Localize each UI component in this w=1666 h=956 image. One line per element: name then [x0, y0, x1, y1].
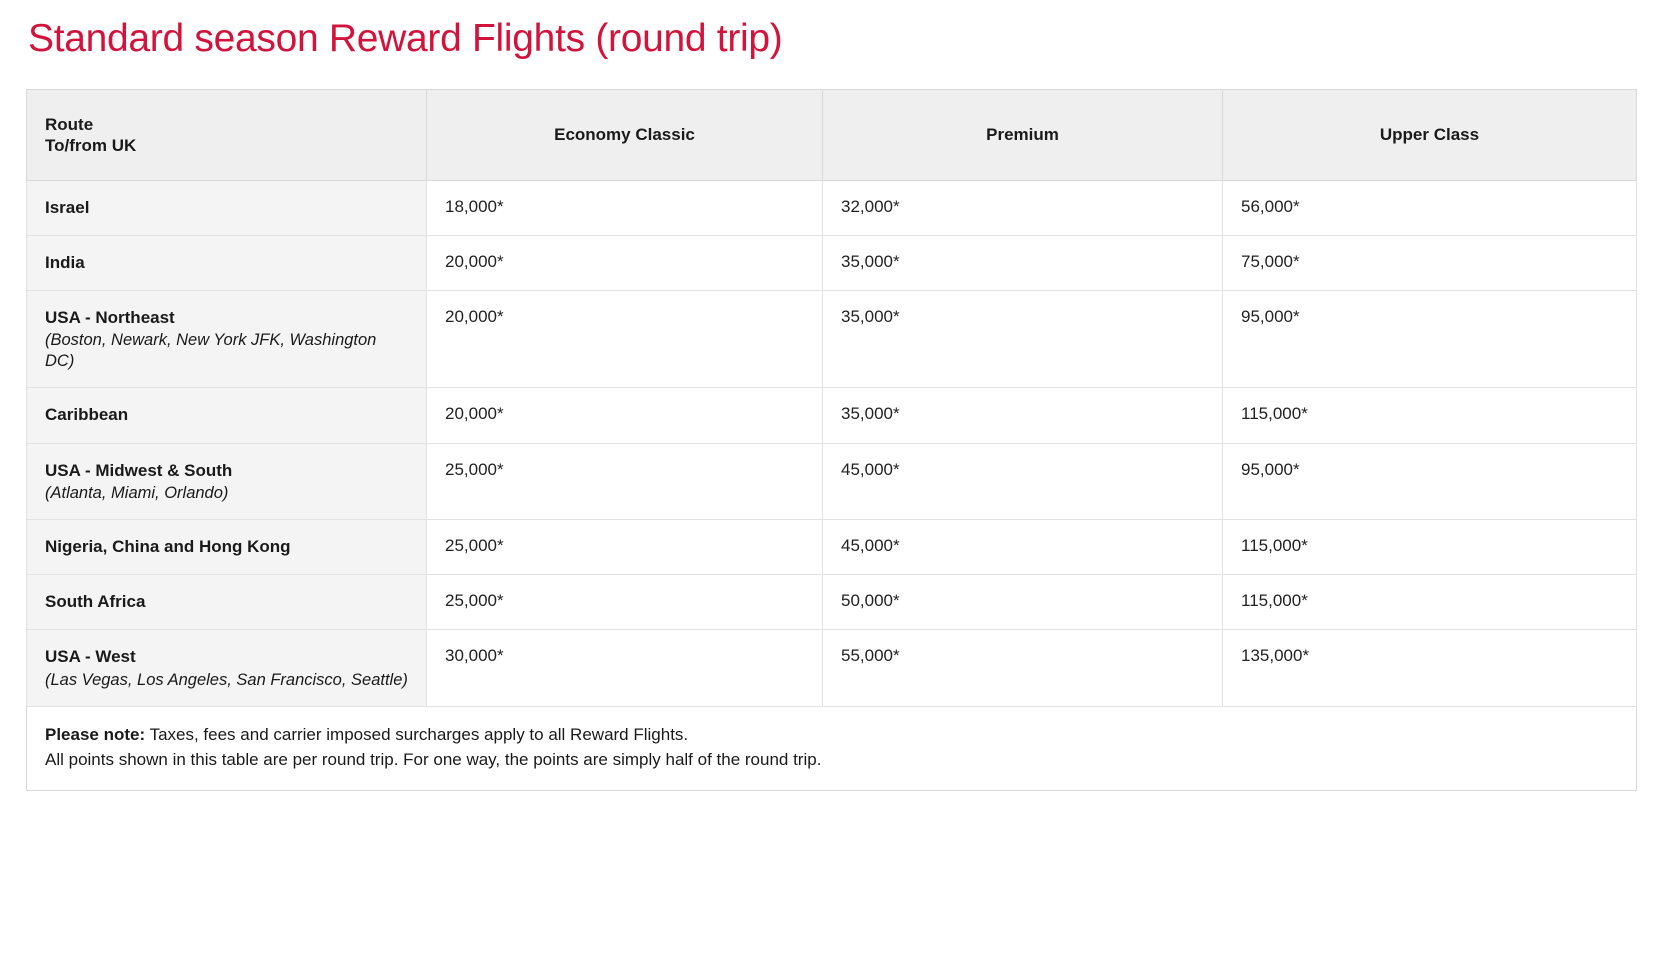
economy-value: 25,000* — [427, 443, 823, 520]
upper-class-value: 95,000* — [1223, 291, 1637, 388]
column-header-route-line1: Route — [45, 114, 94, 134]
upper-class-value: 56,000* — [1223, 180, 1637, 235]
route-label: India — [45, 252, 85, 272]
economy-value: 18,000* — [427, 180, 823, 235]
route-name — [27, 291, 427, 388]
route-name — [27, 520, 427, 575]
economy-value: 20,000* — [427, 235, 823, 290]
route-detail: (Las Vegas, Los Angeles, San Francisco, Seattle) — [45, 670, 408, 689]
economy-value: 20,000* — [427, 388, 823, 443]
table-body — [27, 180, 1637, 791]
table-row — [27, 235, 1637, 290]
column-header-upper-class: Upper Class — [1223, 89, 1637, 180]
table-row — [27, 388, 1637, 443]
premium-value: 35,000* — [823, 291, 1223, 388]
economy-value: 25,000* — [427, 575, 823, 630]
upper-class-value: 95,000* — [1223, 443, 1637, 520]
route-label: South Africa — [45, 592, 146, 612]
table-row — [27, 180, 1637, 235]
premium-value: 35,000* — [823, 388, 1223, 443]
upper-class-value: 115,000* — [1223, 520, 1637, 575]
column-header-premium: Premium — [823, 89, 1223, 180]
route-name — [27, 180, 427, 235]
route-name — [27, 630, 427, 707]
page-title: Standard season Reward Flights (round trip) — [28, 17, 783, 60]
route-label: Nigeria, China and Hong Kong — [45, 537, 291, 557]
upper-class-value: 75,000* — [1223, 235, 1637, 290]
premium-value: 32,000* — [823, 180, 1223, 235]
upper-class-value: 115,000* — [1223, 575, 1637, 630]
route-label: USA - Northeast — [45, 308, 175, 328]
premium-value: 35,000* — [823, 235, 1223, 290]
note-label: Please note: — [45, 725, 146, 745]
note-line-1 — [45, 723, 1618, 748]
table-row — [27, 630, 1637, 707]
premium-value: 45,000* — [823, 520, 1223, 575]
note-text-1: Taxes, fees and carrier imposed surcharges apply to all Reward Flights. — [145, 725, 689, 745]
route-detail: (Atlanta, Miami, Orlando) — [45, 483, 229, 502]
economy-value: 25,000* — [427, 520, 823, 575]
table-header — [27, 89, 1637, 180]
route-name — [27, 235, 427, 290]
column-header-route — [27, 89, 427, 180]
table-row — [27, 443, 1637, 520]
premium-value: 50,000* — [823, 575, 1223, 630]
note-line-2: All points shown in this table are per round trip. For one way, the points are simply half of the round trip. — [45, 749, 822, 769]
reward-flights-table — [26, 89, 1637, 792]
table-row — [27, 291, 1637, 388]
route-name — [27, 388, 427, 443]
route-label: Caribbean — [45, 405, 129, 425]
economy-value: 30,000* — [427, 630, 823, 707]
upper-class-value: 135,000* — [1223, 630, 1637, 707]
route-detail: (Boston, Newark, New York JFK, Washington DC) — [45, 331, 377, 370]
route-label: Israel — [45, 197, 90, 217]
table-row — [27, 520, 1637, 575]
premium-value: 55,000* — [823, 630, 1223, 707]
table-row — [27, 575, 1637, 630]
upper-class-value: 115,000* — [1223, 388, 1637, 443]
route-label: USA - Midwest & South — [45, 460, 233, 480]
route-name — [27, 575, 427, 630]
column-header-economy: Economy Classic — [427, 89, 823, 180]
economy-value: 20,000* — [427, 291, 823, 388]
table-note-row — [27, 707, 1637, 791]
table-header-row — [27, 89, 1637, 180]
route-name — [27, 443, 427, 520]
table-note — [27, 707, 1637, 791]
route-label: USA - West — [45, 647, 136, 667]
premium-value: 45,000* — [823, 443, 1223, 520]
column-header-route-line2: To/from UK — [45, 135, 137, 155]
